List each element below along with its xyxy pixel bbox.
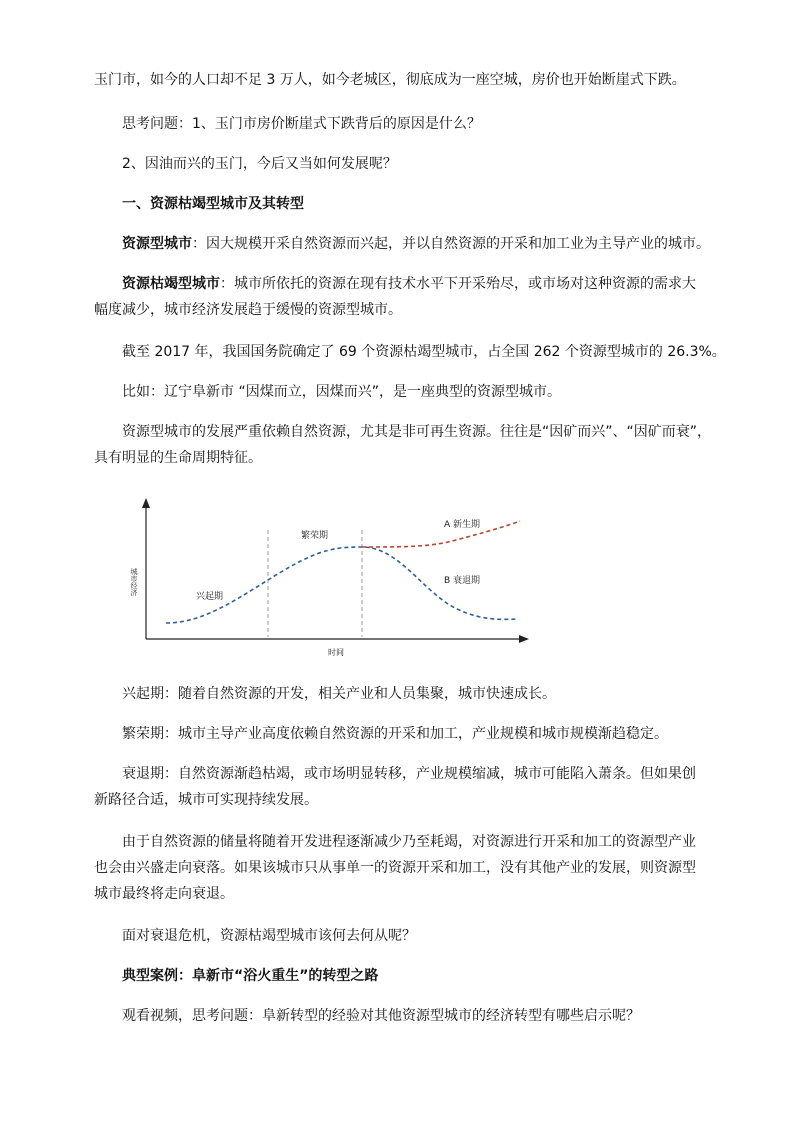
definition-line	[122, 234, 710, 254]
label-b-decline: B 衰退期	[444, 576, 481, 586]
text-line: 观看视频，思考问题：阜新转型的经验对其他资源型城市的经济转型有哪些启示呢？	[122, 1008, 640, 1024]
stage-label-prosperity: 繁荣期	[301, 531, 329, 541]
text-line: 衰退期：自然资源渐趋枯竭，或市场明显转移，产业规模缩减，城市可能陷入萧条。但如果创	[122, 766, 696, 782]
definition-line	[122, 274, 696, 294]
text-line: 繁荣期：城市主导产业高度依赖自然资源的开采和加工，产业规模和城市规模渐趋稳定。	[122, 726, 668, 742]
section-heading: 一、资源枯竭型城市及其转型	[122, 196, 304, 212]
definition-text: ：因大规模开采自然资源而兴起，并以自然资源的开采和加工业为主导产业的城市。	[192, 236, 710, 252]
x-axis-label: 时间	[328, 648, 344, 657]
definition-term: 资源型城市	[122, 236, 192, 252]
y-axis-label: 城市经济	[130, 568, 138, 596]
text-line: 截至 2017 年，我国国务院确定了 69 个资源枯竭型城市，占全国 262 个资源型城市的 26.3%。	[122, 344, 726, 360]
y-axis-arrow	[142, 498, 150, 508]
label-a-renewal: A 新生期	[444, 520, 481, 530]
x-axis-arrow	[519, 635, 529, 643]
city-lifecycle-diagram	[126, 496, 531, 661]
text-line: 新路径合适，城市可实现持续发展。	[94, 792, 318, 808]
text-line: 具有明显的生命周期特征。	[94, 450, 262, 466]
case-heading: 典型案例：阜新市“浴火重生”的转型之路	[122, 968, 379, 984]
text-line: 玉门市，如今的人口却不足 3 万人，如今老城区，彻底成为一座空城，房价也开始断崖式下跌。	[94, 72, 686, 88]
text-line: 由于自然资源的储量将随着开发进程逐渐减少乃至耗竭，对资源进行开采和加工的资源型产业	[122, 834, 696, 850]
branch-a-curve	[362, 521, 520, 547]
text-line: 兴起期：随着自然资源的开发，相关产业和人员集聚，城市快速成长。	[122, 686, 556, 702]
text-line: 面对衰退危机，资源枯竭型城市该何去何从呢？	[122, 928, 416, 944]
definition-text: ：城市所依托的资源在现有技术水平下开采殆尽，或市场对这种资源的需求大	[220, 276, 696, 292]
text-line: 思考问题：1、玉门市房价断崖式下跌背后的原因是什么？	[122, 116, 481, 132]
text-line: 资源型城市的发展严重依赖自然资源，尤其是非可再生资源。往往是“因矿而兴”、“因矿而衰”，	[122, 424, 712, 440]
text-line: 城市最终将走向衰退。	[94, 886, 234, 902]
text-line: 2、因油而兴的玉门，今后又当如何发展呢？	[122, 156, 397, 172]
text-line: 比如：辽宁阜新市 “因煤而立，因煤而兴”，是一座典型的资源型城市。	[122, 384, 561, 400]
text-line: 幅度减少，城市经济发展趋于缓慢的资源型城市。	[94, 302, 402, 318]
definition-term: 资源枯竭型城市	[122, 276, 220, 292]
text-line: 也会由兴盛走向衰落。如果该城市只从事单一的资源开采和加工，没有其他产业的发展，则资源型	[94, 860, 696, 876]
stage-label-rise: 兴起期	[196, 592, 224, 602]
